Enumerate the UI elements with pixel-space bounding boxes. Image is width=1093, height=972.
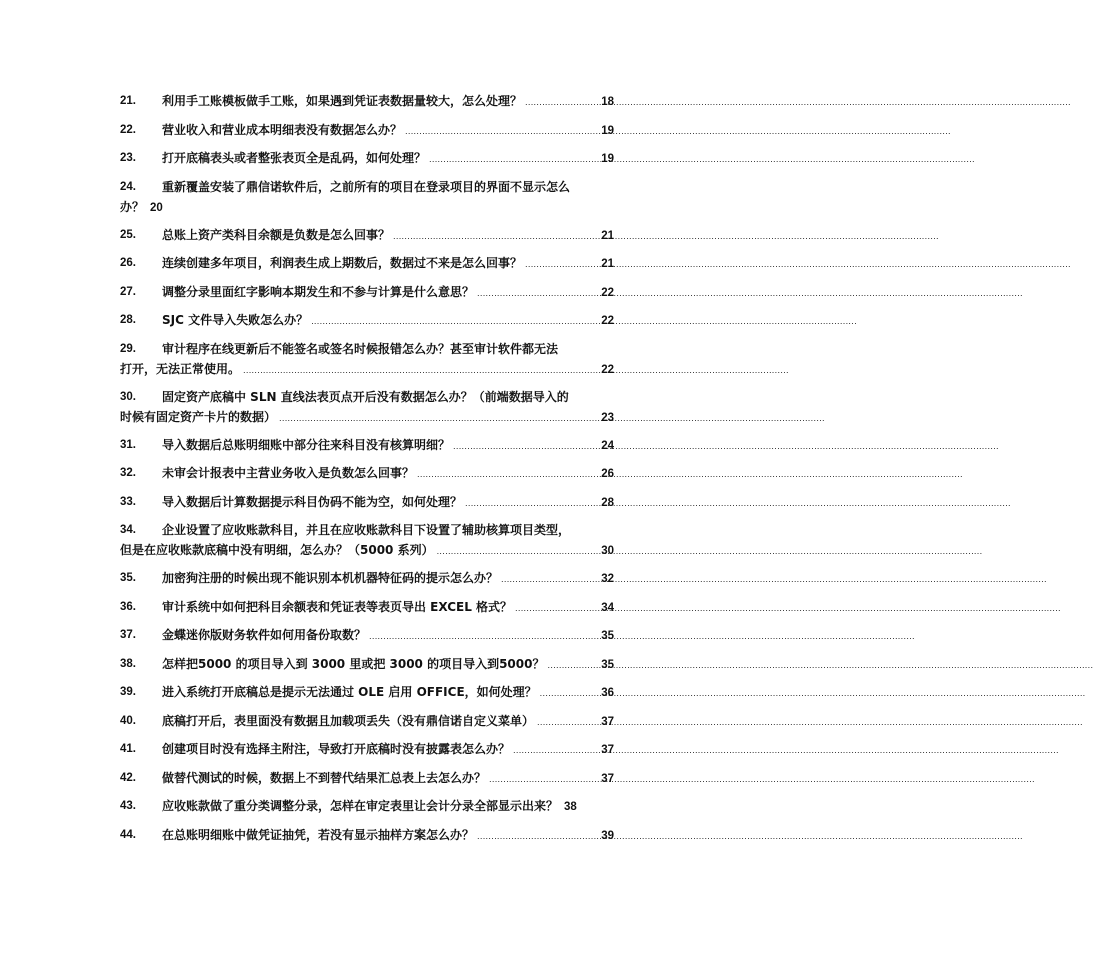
dot-leader bbox=[525, 255, 598, 274]
toc-entry[interactable] bbox=[120, 340, 614, 388]
toc-entry[interactable] bbox=[120, 149, 614, 178]
toc-entry[interactable] bbox=[120, 311, 614, 340]
entry-number: 23. bbox=[120, 152, 136, 164]
toc-entry[interactable] bbox=[120, 464, 614, 493]
entry-number: 22. bbox=[120, 123, 136, 136]
entry-number: 36. bbox=[120, 600, 136, 613]
entry-number: 32. bbox=[120, 467, 136, 479]
toc-entry[interactable] bbox=[120, 712, 614, 741]
entry-page-number: 19 bbox=[601, 153, 614, 165]
entry-page-number: 32 bbox=[601, 573, 614, 585]
entry-title: 怎样把5000 的项目导入到 3000 里或把 3000 的项目导入到5000？ bbox=[162, 656, 545, 671]
entry-number: 29. bbox=[120, 342, 136, 355]
dot-leader bbox=[417, 465, 598, 484]
entry-number: 41. bbox=[120, 743, 136, 755]
dot-leader bbox=[453, 437, 598, 456]
entry-number: 25. bbox=[120, 228, 136, 241]
entry-number: 43. bbox=[120, 800, 136, 812]
entry-number: 44. bbox=[120, 828, 136, 841]
toc-entry[interactable] bbox=[120, 92, 614, 121]
entry-title: 审计系统中如何把科目余额表和凭证表等表页导出 EXCEL 格式？ bbox=[162, 599, 513, 614]
entry-page-number: 39 bbox=[601, 829, 614, 842]
entry-page-number: 37 bbox=[601, 715, 614, 728]
entry-page-number: 28 bbox=[601, 496, 614, 509]
entry-number: 24. bbox=[120, 180, 136, 193]
entry-number: 42. bbox=[120, 771, 136, 784]
entry-page-number: 35 bbox=[601, 658, 614, 671]
dot-leader bbox=[515, 599, 598, 618]
entry-number: 38. bbox=[120, 657, 136, 670]
entry-page-number: 22 bbox=[601, 363, 614, 376]
entry-page-number: 37 bbox=[601, 744, 614, 756]
entry-title: SJC 文件导入失败怎么办？ bbox=[162, 313, 309, 327]
entry-title: 总账上资产类科目余额是负数是怎么回事？ bbox=[162, 227, 391, 242]
entry-title: 导入数据后总账明细账中部分往来科目没有核算明细？ bbox=[162, 437, 451, 452]
entry-number: 39. bbox=[120, 686, 136, 698]
entry-title: 进入系统打开底稿总是提示无法通过 OLE 启用 OFFICE，如何处理？ bbox=[162, 685, 537, 699]
entry-number: 30. bbox=[120, 390, 136, 403]
entry-page-number: 37 bbox=[601, 772, 614, 785]
entry-number: 31. bbox=[120, 438, 136, 451]
entry-page-number: 34 bbox=[601, 601, 614, 614]
toc-entry[interactable] bbox=[120, 121, 614, 150]
entry-page-number: 36 bbox=[601, 687, 614, 699]
dot-leader bbox=[547, 656, 598, 675]
entry-title: 调整分录里面红字影响本期发生和不参与计算是什么意思？ bbox=[162, 284, 475, 299]
entry-title: 金蝶迷你版财务软件如何用备份取数？ bbox=[162, 628, 367, 642]
dot-leader bbox=[243, 361, 598, 380]
entry-title: 做替代测试的时候，数据上不到替代结果汇总表上去怎么办？ bbox=[162, 770, 487, 785]
dot-leader bbox=[429, 150, 598, 169]
toc-entry[interactable] bbox=[120, 769, 614, 798]
dot-leader bbox=[537, 713, 598, 732]
toc-entry[interactable] bbox=[120, 655, 614, 684]
dot-leader bbox=[369, 627, 598, 646]
toc-entry[interactable] bbox=[120, 683, 614, 712]
dot-leader bbox=[311, 312, 598, 331]
entry-title-line2: 时候有固定资产卡片的数据） bbox=[120, 409, 277, 424]
entry-title: 未审会计报表中主营业务收入是负数怎么回事？ bbox=[162, 466, 415, 480]
entry-page-number: 19 bbox=[601, 124, 614, 137]
entry-title: 导入数据后计算数据提示科目伪码不能为空，如何处理？ bbox=[162, 494, 463, 509]
toc-entry[interactable] bbox=[120, 493, 614, 522]
entry-page-number: 22 bbox=[601, 286, 614, 299]
entry-title-line1: 重新覆盖安装了鼎信诺软件后，之前所有的项目在登录项目的界面不显示怎么 bbox=[162, 179, 571, 194]
entry-title: 利用手工账模板做手工账，如果遇到凭证表数据量较大，怎么处理？ bbox=[162, 94, 523, 108]
entry-number: 21. bbox=[120, 95, 136, 107]
dot-leader bbox=[405, 122, 598, 141]
toc-entry[interactable] bbox=[120, 740, 614, 769]
entry-number: 26. bbox=[120, 257, 136, 269]
dot-leader bbox=[525, 93, 598, 112]
toc-entry[interactable] bbox=[120, 626, 614, 655]
dot-leader bbox=[540, 684, 599, 703]
entry-title-line2: 但是在应收账款底稿中没有明细，怎么办？（5000 系列） bbox=[120, 543, 434, 557]
entry-title: 打开底稿表头或者整张表页全是乱码，如何处理？ bbox=[162, 151, 427, 165]
entry-title: 加密狗注册的时候出现不能识别本机机器特征码的提示怎么办？ bbox=[162, 571, 499, 585]
dot-leader bbox=[477, 827, 598, 846]
entry-number: 28. bbox=[120, 314, 136, 326]
toc-entry[interactable] bbox=[120, 826, 614, 855]
entry-number: 34. bbox=[120, 524, 136, 536]
toc-entry[interactable] bbox=[120, 797, 614, 826]
toc-entry[interactable] bbox=[120, 178, 614, 226]
entry-number: 35. bbox=[120, 572, 136, 584]
toc-entry[interactable] bbox=[120, 283, 614, 312]
dot-leader bbox=[279, 409, 598, 428]
entry-title-line1: 审计程序在线更新后不能签名或签名时候报错怎么办？甚至审计软件都无法 bbox=[162, 341, 559, 356]
toc-entry[interactable] bbox=[120, 569, 614, 598]
toc-entry[interactable] bbox=[120, 598, 614, 627]
entry-page-number: 26 bbox=[601, 468, 614, 480]
entry-number: 33. bbox=[120, 495, 136, 508]
dot-leader bbox=[477, 284, 598, 303]
entry-page-number: 38 bbox=[564, 801, 577, 813]
entry-title: 营业收入和营业成本明细表没有数据怎么办？ bbox=[162, 122, 403, 137]
entry-page-number: 21 bbox=[601, 258, 614, 270]
entry-page-number: 18 bbox=[601, 96, 614, 108]
entry-page-number: 22 bbox=[601, 315, 614, 327]
dot-leader bbox=[465, 494, 598, 513]
dot-leader bbox=[393, 227, 598, 246]
entry-title: 在总账明细账中做凭证抽凭，若没有显示抽样方案怎么办？ bbox=[162, 827, 475, 842]
entry-number: 37. bbox=[120, 629, 136, 641]
toc-entry[interactable] bbox=[120, 521, 614, 569]
dot-leader bbox=[513, 741, 598, 760]
dot-leader bbox=[501, 570, 598, 589]
toc-entry[interactable] bbox=[120, 254, 614, 283]
dot-leader bbox=[489, 770, 598, 789]
entry-number: 27. bbox=[120, 285, 136, 298]
dot-leader bbox=[437, 542, 599, 561]
entry-page-number: 35 bbox=[601, 630, 614, 642]
entry-title-line1: 企业设置了应收账款科目，并且在应收账款科目下设置了辅助核算项目类型， bbox=[162, 523, 571, 537]
toc-entry[interactable] bbox=[120, 436, 614, 465]
entry-page-number: 23 bbox=[601, 411, 614, 424]
entry-title: 连续创建多年项目，利润表生成上期数后，数据过不来是怎么回事？ bbox=[162, 256, 523, 270]
entry-title-line2: 打开，无法正常使用。 bbox=[120, 361, 241, 376]
entry-title-line2: 办？ bbox=[120, 199, 145, 214]
entry-page-number: 21 bbox=[601, 229, 614, 242]
entry-title-line1: 固定资产底稿中 SLN 直线法表页点开后没有数据怎么办？（前端数据导入的 bbox=[162, 389, 569, 404]
entry-page-number: 30 bbox=[601, 545, 614, 557]
entry-page-number: 20 bbox=[150, 201, 163, 214]
entry-number: 40. bbox=[120, 714, 136, 727]
entry-title: 应收账款做了重分类调整分录，怎样在审定表里让会计分录全部显示出来？ bbox=[162, 799, 559, 813]
entry-title: 创建项目时没有选择主附注，导致打开底稿时没有披露表怎么办？ bbox=[162, 742, 511, 756]
entry-title: 底稿打开后，表里面没有数据且加载项丢失（没有鼎信诺自定义菜单） bbox=[162, 713, 535, 728]
table-of-contents bbox=[120, 92, 614, 854]
entry-page-number: 24 bbox=[601, 439, 614, 452]
toc-entry[interactable] bbox=[120, 388, 614, 436]
toc-entry[interactable] bbox=[120, 226, 614, 255]
